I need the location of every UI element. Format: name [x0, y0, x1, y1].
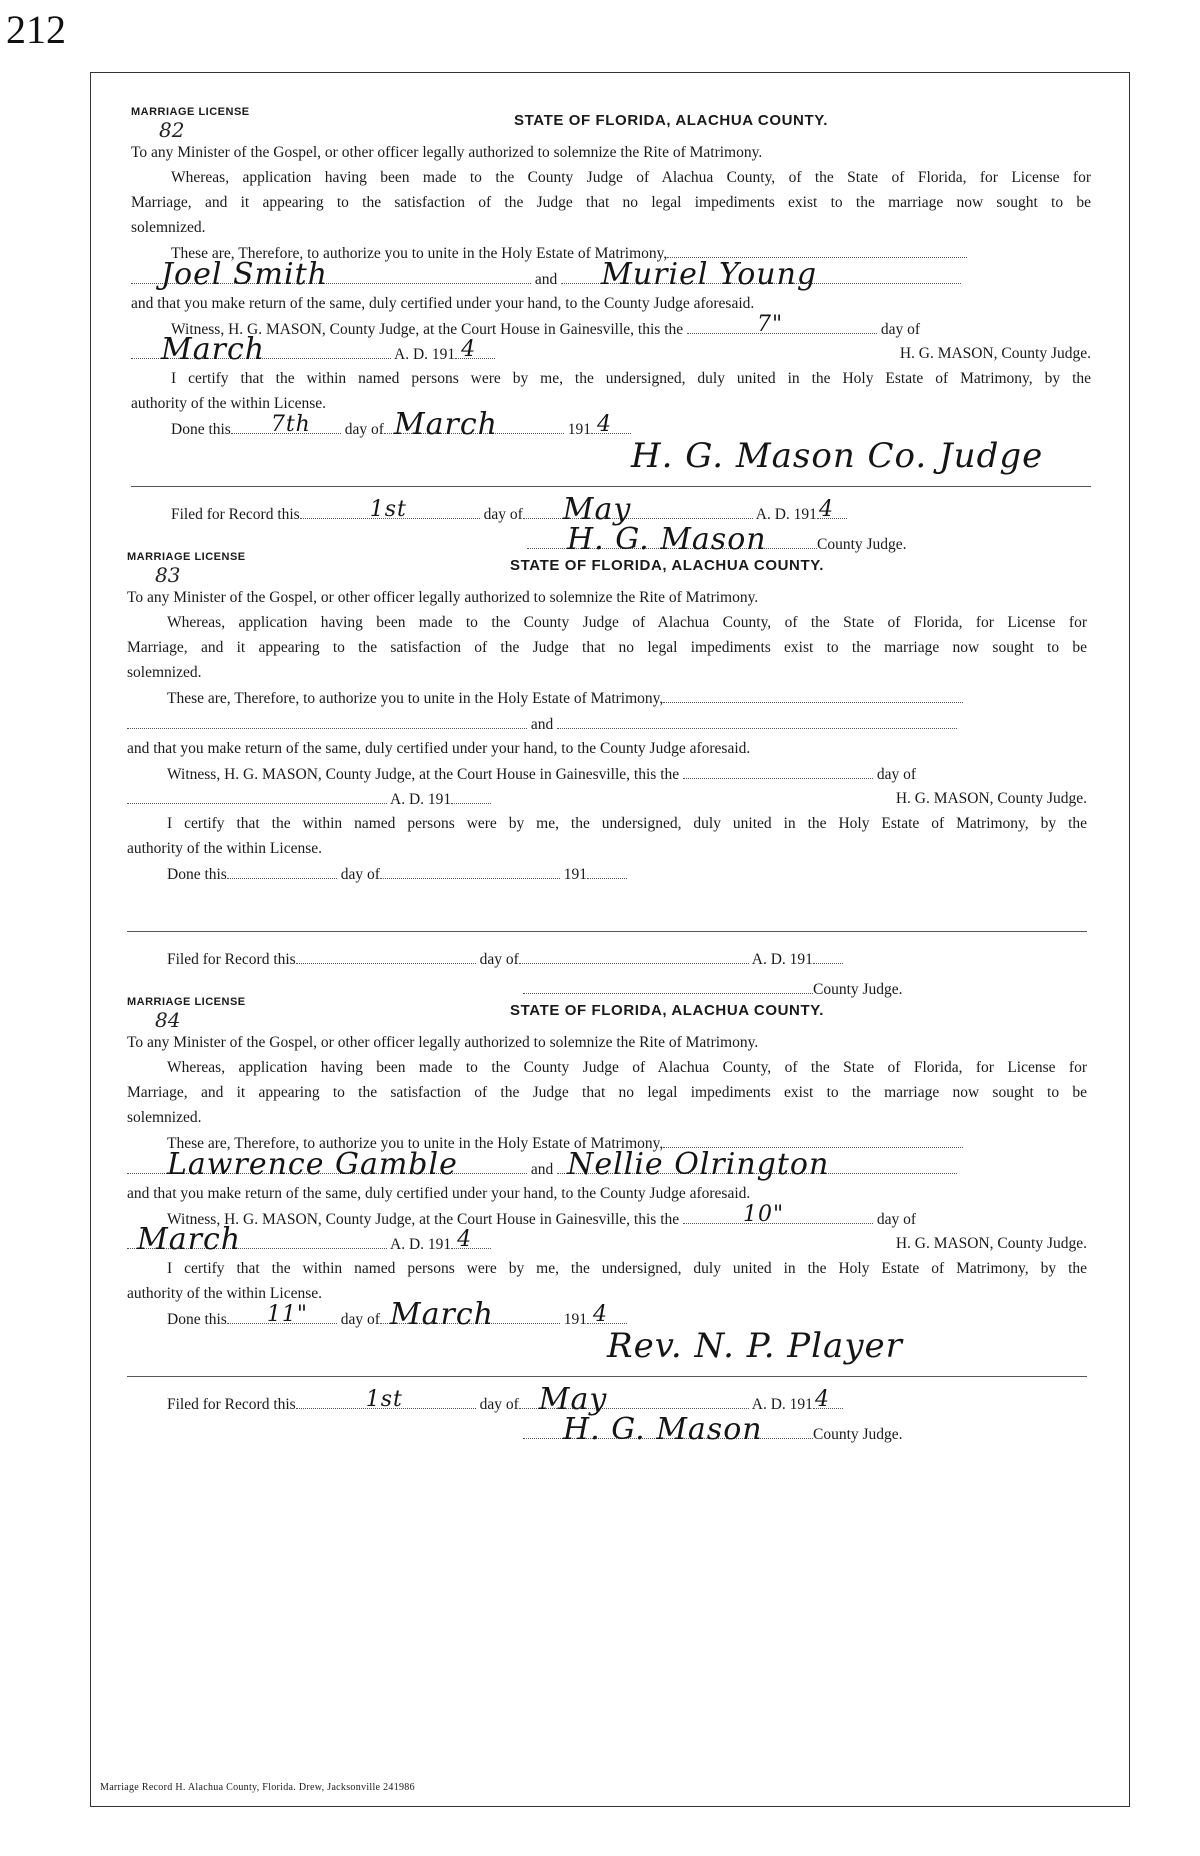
- whereas-1: Whereas, application having been made to the County Judge of Alachua County, of the State of Florida, for License for: [171, 169, 1091, 186]
- filed-label: Filed for Record this: [167, 1396, 296, 1413]
- county-judge-label: County Judge.: [813, 1426, 903, 1443]
- witness-line: [131, 312, 1091, 340]
- filed-signature: H. G. Mason: [567, 522, 767, 557]
- witness-month-line: [131, 332, 1091, 367]
- day-of-label: day of: [876, 766, 917, 783]
- footer-imprint: Marriage Record H. Alachua County, Florida. Drew, Jacksonville 241986: [100, 1782, 415, 1793]
- to-minister: To any Minister of the Gospel, or other officer legally authorized to solemnize the Rite of Matrimony.: [131, 144, 763, 161]
- filed-day: 1st: [365, 1387, 403, 1412]
- county-judge-label: County Judge.: [817, 536, 907, 553]
- bride-name: Nellie Olrington: [567, 1147, 830, 1182]
- done-day-of: day of: [340, 1311, 380, 1328]
- done-day: 11": [266, 1302, 308, 1327]
- ad-label: A. D. 191: [390, 1236, 452, 1253]
- ad-label: A. D. 191: [390, 791, 452, 808]
- these-are-line: [127, 688, 1087, 709]
- page-number: 212: [6, 7, 66, 52]
- license-label: MARRIAGE LICENSE: [127, 996, 246, 1008]
- done-this-label: Done this: [167, 866, 227, 883]
- witness-day: 10": [743, 1202, 785, 1227]
- filed-day: 1st: [369, 497, 407, 522]
- signature-rule: [131, 486, 1091, 487]
- done-year-label: 191: [567, 421, 592, 438]
- done-day-of: day of: [344, 421, 384, 438]
- license-82: [131, 101, 1091, 557]
- witness-day: 7": [757, 312, 784, 337]
- witness-month: March: [161, 332, 266, 367]
- witness-month-line: [127, 1222, 1087, 1257]
- and-word: and: [530, 716, 554, 733]
- filed-ad: A. D. 191: [751, 1396, 813, 1413]
- certify-2: authority of the within License.: [127, 840, 322, 857]
- whereas-3: solemnized.: [127, 1109, 202, 1126]
- witness-line: [127, 1202, 1087, 1230]
- done-month: March: [393, 407, 498, 442]
- done-this-label: Done this: [171, 421, 231, 438]
- license-84: [127, 991, 1087, 1447]
- judge-title: H. G. MASON, County Judge.: [895, 1235, 1087, 1252]
- filed-month: May: [538, 1382, 608, 1417]
- return-line: and that you make return of the same, duly certified under your hand, to the County Judge aforesaid.: [127, 1185, 751, 1202]
- witness-year: 4: [457, 1227, 473, 1252]
- bride-name: Muriel Young: [601, 257, 818, 292]
- filed-day-of: day of: [479, 1396, 519, 1413]
- whereas-3: solemnized.: [127, 664, 202, 681]
- witness-text: Witness, H. G. MASON, County Judge, at the Court House in Gainesville, this the: [167, 1211, 680, 1228]
- license-label: MARRIAGE LICENSE: [127, 551, 246, 563]
- state-heading: STATE OF FLORIDA, ALACHUA COUNTY.: [514, 112, 828, 129]
- day-of-label: day of: [876, 1211, 917, 1228]
- witness-month: March: [137, 1222, 242, 1257]
- certify-1: I certify that the within named persons were by me, the undersigned, duly united in the Holy Estate of Matrimony, by the: [171, 370, 1091, 387]
- signature-rule: [127, 931, 1087, 932]
- license-number: 82: [159, 118, 185, 142]
- and-word: and: [534, 271, 558, 288]
- groom-name: Lawrence Gamble: [167, 1147, 458, 1182]
- to-minister: To any Minister of the Gospel, or other officer legally authorized to solemnize the Rite of Matrimony.: [127, 1034, 759, 1051]
- names-line: [127, 714, 1087, 735]
- witness-year: 4: [461, 337, 477, 362]
- return-line: and that you make return of the same, duly certified under your hand, to the County Judge aforesaid.: [127, 740, 751, 757]
- record-sheet: [90, 72, 1130, 1807]
- witness-text: Witness, H. G. MASON, County Judge, at the Court House in Gainesville, this the: [171, 321, 684, 338]
- certify-1: I certify that the within named persons were by me, the undersigned, duly united in the Holy Estate of Matrimony, by the: [167, 1260, 1087, 1277]
- filed-day-of: day of: [479, 951, 519, 968]
- certify-1: I certify that the within named persons were by me, the undersigned, duly united in the Holy Estate of Matrimony, by the: [167, 815, 1087, 832]
- state-heading: STATE OF FLORIDA, ALACHUA COUNTY.: [510, 557, 824, 574]
- done-this-label: Done this: [167, 1311, 227, 1328]
- license-number: 83: [155, 563, 181, 587]
- filed-label: Filed for Record this: [171, 506, 300, 523]
- certify-2: authority of the within License.: [127, 1285, 322, 1302]
- filed-day-of: day of: [483, 506, 523, 523]
- filed-year: 4: [814, 1387, 830, 1412]
- license-83: [127, 546, 1087, 998]
- witness-month-line: [127, 789, 1087, 810]
- state-heading: STATE OF FLORIDA, ALACHUA COUNTY.: [510, 1002, 824, 1019]
- filed-year: 4: [818, 497, 834, 522]
- these-are-text: These are, Therefore, to authorize you to unite in the Holy Estate of Matrimony,: [171, 245, 668, 262]
- names-line: [127, 1147, 1087, 1182]
- done-year: 4: [597, 412, 613, 437]
- filed-ad: A. D. 191: [751, 951, 813, 968]
- filed-line: [127, 949, 1087, 970]
- signature-rule: [127, 1376, 1087, 1377]
- whereas-1: Whereas, application having been made to the County Judge of Alachua County, of the State of Florida, for License for: [167, 614, 1087, 631]
- ad-label: A. D. 191: [394, 346, 456, 363]
- county-judge-label: County Judge.: [813, 981, 903, 998]
- done-year: 4: [593, 1302, 609, 1327]
- and-word: and: [530, 1161, 554, 1178]
- done-year-label: 191: [563, 866, 588, 883]
- done-day-of: day of: [340, 866, 380, 883]
- day-of-label: day of: [880, 321, 921, 338]
- filed-label: Filed for Record this: [167, 951, 296, 968]
- officiant-signature: Rev. N. P. Player: [607, 1326, 903, 1366]
- groom-name: Joel Smith: [161, 257, 328, 292]
- done-month: March: [389, 1297, 494, 1332]
- witness-text: Witness, H. G. MASON, County Judge, at the Court House in Gainesville, this the: [167, 766, 680, 783]
- return-line: and that you make return of the same, duly certified under your hand, to the County Judge aforesaid.: [131, 295, 755, 312]
- done-line: [127, 864, 1087, 885]
- these-are-text: These are, Therefore, to authorize you to unite in the Holy Estate of Matrimony,: [167, 1135, 664, 1152]
- whereas-1: Whereas, application having been made to the County Judge of Alachua County, of the State of Florida, for License for: [167, 1059, 1087, 1076]
- these-are-text: These are, Therefore, to authorize you to unite in the Holy Estate of Matrimony,: [167, 690, 664, 707]
- filed-month: May: [562, 492, 632, 527]
- whereas-3: solemnized.: [131, 219, 206, 236]
- witness-line: [127, 764, 1087, 785]
- certify-2: authority of the within License.: [131, 395, 326, 412]
- whereas-2: Marriage, and it appearing to the satisfaction of the Judge that no legal impediments exist to the marriage now sought to be: [127, 639, 1087, 656]
- done-year-label: 191: [563, 1311, 588, 1328]
- judge-title: H. G. MASON, County Judge.: [895, 790, 1087, 807]
- filed-signature: H. G. Mason: [563, 1412, 763, 1447]
- whereas-2: Marriage, and it appearing to the satisfaction of the Judge that no legal impediments exist to the marriage now sought to be: [131, 194, 1091, 211]
- whereas-2: Marriage, and it appearing to the satisfaction of the Judge that no legal impediments exist to the marriage now sought to be: [127, 1084, 1087, 1101]
- done-day: 7th: [270, 412, 311, 437]
- names-line: [131, 257, 1091, 292]
- license-label: MARRIAGE LICENSE: [131, 106, 250, 118]
- officiant-signature: H. G. Mason Co. Judge: [631, 436, 1044, 476]
- judge-title: H. G. MASON, County Judge.: [899, 345, 1091, 362]
- to-minister: To any Minister of the Gospel, or other officer legally authorized to solemnize the Rite of Matrimony.: [127, 589, 759, 606]
- filed-ad: A. D. 191: [755, 506, 817, 523]
- county-judge-line: [127, 1412, 1087, 1447]
- license-number: 84: [155, 1008, 181, 1032]
